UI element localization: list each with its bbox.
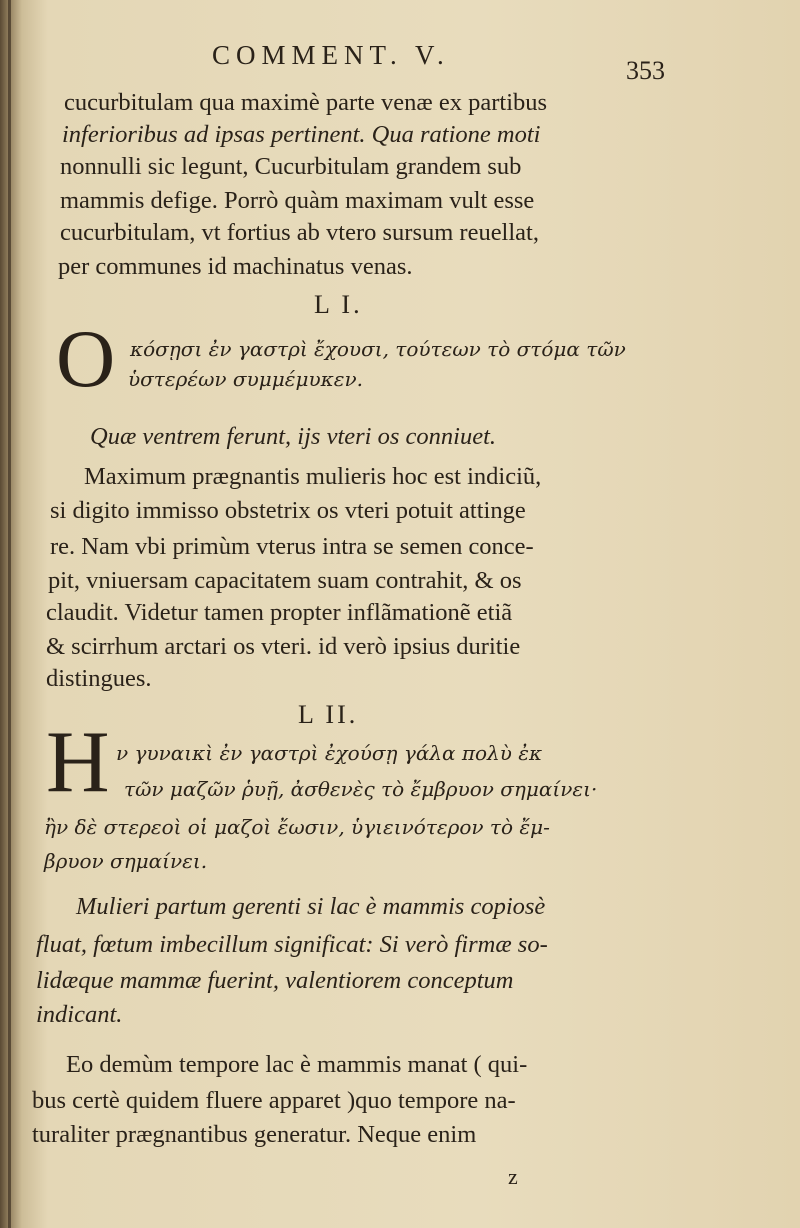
text-line: & scirrhum arctari os vteri. id verò ipsius duritie [46,633,521,660]
section-number: L I. [314,290,363,319]
text-line: nonnulli sic legunt, Cucurbitulam grandem sub [60,153,522,180]
text-line: inferioribus ad ipsas pertinent. Qua ratione moti [62,121,541,148]
text-line: mammis defige. Porrò quàm maximam vult esse [60,187,535,214]
text-line: bus certè quidem fluere apparet )quo tempore na- [32,1087,516,1114]
running-head: COMMENT. V. [212,40,450,70]
text-line: distingues. [46,665,152,692]
latin-translation: indicant. [36,1001,123,1028]
latin-translation: Quæ ventrem ferunt, ijs vteri os conniuet. [90,423,496,450]
text-line: cucurbitulam, vt fortius ab vtero sursum reuellat, [60,219,539,246]
greek-line: ἢν δὲ στερεοὶ οἱ μαζοὶ ἔωσιν, ὑγιεινότερον τὸ ἔμ- [44,815,550,839]
greek-line: ὑστερέων συμμέμυκεν. [128,367,363,391]
text-line: si digito immisso obstetrix os vteri potuit attinge [50,497,526,524]
drop-cap: H [46,714,110,811]
greek-line: βρυον σημαίνει. [44,849,208,873]
folio-number: 353 [626,56,665,85]
latin-translation: fluat, fœtum imbecillum significat: Si verò firmæ so- [36,931,548,958]
text-line: re. Nam vbi primùm vterus intra se semen conce- [50,533,534,560]
latin-translation: Mulieri partum gerenti si lac è mammis copiosè [76,893,546,920]
text-line: per communes id machinatus venas. [58,253,413,280]
latin-translation: lidæque mammæ fuerint, valentiorem conceptum [36,967,514,994]
text-line: claudit. Videtur tamen propter inflãmationẽ etiã [46,599,513,626]
text-line: cucurbitulam qua maximè parte venæ ex partibus [64,89,548,116]
greek-line: τῶν μαζῶν ῥυῇ, ἀσθενὲς τὸ ἔμβρυον σημαίνει· [124,777,598,801]
text-line: Maximum prægnantis mulieris hoc est indiciũ, [84,463,542,490]
catchword: z [508,1164,518,1189]
text-line: pit, vniuersam capacitatem suam contrahit, & os [48,567,522,594]
greek-line: ν γυναικὶ ἐν γαστρὶ ἐχούσῃ γάλα πολὺ ἐκ [116,741,543,765]
section-number: L II. [298,700,359,729]
greek-line: κόσῃσι ἐν γαστρὶ ἔχουσι, τούτεων τὸ στόμα τῶν [130,337,626,361]
text-line: Eo demùm tempore lac è mammis manat ( qui- [66,1051,528,1078]
text-line: turaliter prægnantibus generatur. Neque enim [32,1121,477,1148]
drop-cap: O [56,313,116,404]
